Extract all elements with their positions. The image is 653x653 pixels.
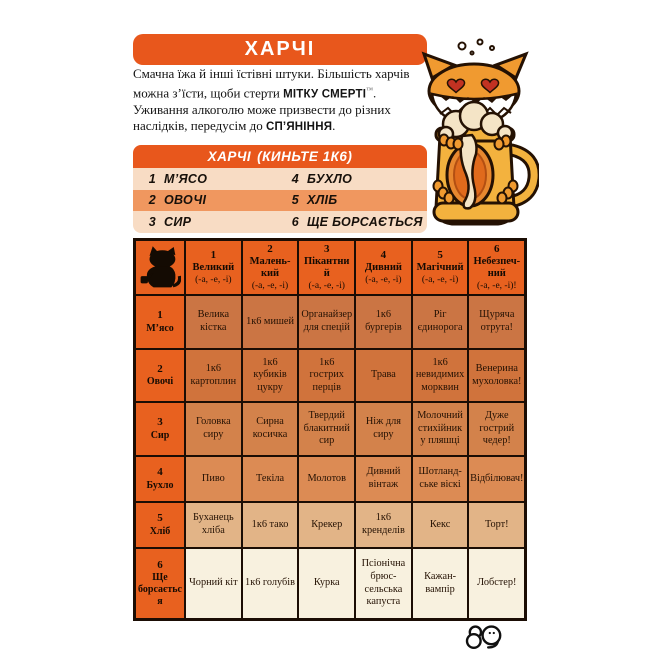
matrix-cell: Торт! — [468, 502, 525, 548]
matrix-row-name: Овочі — [146, 376, 174, 388]
matrix-cell: Чорний кіт — [185, 548, 242, 619]
matrix-column-name: Пікантний — [303, 256, 350, 280]
matrix-column-suffix: (-а, -е, -і) — [421, 274, 459, 285]
matrix-cell: Відбілювач! — [468, 456, 525, 502]
matrix-column-suffix: (-а, -е, -і) — [195, 274, 232, 285]
matrix-cell: Крекер — [298, 502, 355, 548]
matrix-row-header — [135, 456, 185, 502]
matrix-column-header — [298, 240, 355, 295]
roll-entry-number: 6 — [291, 214, 299, 229]
matrix-column-header — [185, 240, 242, 295]
matrix-column-suffix: (-а, -е, -і)! — [477, 280, 517, 291]
matrix-column-header — [468, 240, 525, 295]
matrix-column-num: 3 — [323, 243, 330, 256]
bubble-icon — [471, 52, 474, 55]
matrix-cell: Твердий блакитний сир — [298, 402, 355, 456]
roll-entry-number: 3 — [148, 214, 156, 229]
roll-entry — [284, 172, 427, 186]
roll-entry — [133, 215, 284, 229]
matrix-cell: Щуряча отрута! — [468, 295, 525, 349]
matrix-cell: Молочний стихійник у пляшці — [412, 402, 469, 456]
matrix-column-name: Магічний — [416, 262, 464, 274]
matrix-row-name: Хліб — [149, 525, 171, 537]
matrix-row-header — [135, 548, 185, 619]
page-title: ХАРЧІ — [133, 34, 427, 65]
matrix-cell: Шотланд-ське віскі — [412, 456, 469, 502]
matrix-cell: Велика кістка — [185, 295, 242, 349]
roll-entry-number: 5 — [291, 193, 299, 208]
intro-paragraph — [133, 66, 429, 135]
bubble-icon — [490, 46, 494, 50]
roll-entry-label: ХЛІБ — [307, 193, 338, 208]
matrix-column-name: Великий — [192, 262, 235, 274]
matrix-cell: Пиво — [185, 456, 242, 502]
matrix-cell: Текіла — [242, 456, 299, 502]
matrix-column-suffix: (-а, -е, -і) — [365, 274, 402, 285]
roll-table-header — [133, 145, 427, 168]
matrix-row-name: Сир — [150, 429, 170, 441]
roll-entry-number: 1 — [148, 171, 156, 186]
matrix-column-num: 2 — [267, 243, 273, 256]
matrix-cell: 1к6 невидимих морквин — [412, 349, 469, 402]
matrix-cell: 1к6 кренделів — [355, 502, 412, 548]
matrix-row-num: 2 — [157, 362, 163, 375]
matrix-cell: Ніж для сиру — [355, 402, 412, 456]
matrix-row-num: 3 — [157, 416, 163, 429]
cat-hugging-beer-mug-icon — [412, 38, 539, 234]
matrix-column-header — [355, 240, 412, 295]
trademark-symbol: ™ — [366, 86, 373, 94]
matrix-cell: 1к6 бургерів — [355, 295, 412, 349]
matrix-column-num: 4 — [380, 249, 387, 262]
roll-entry — [284, 215, 427, 229]
matrix-row-header — [135, 349, 185, 402]
matrix-cell: Курка — [298, 548, 355, 619]
matrix-row-name: М’ясо — [146, 322, 174, 334]
matrix-cell: Трава — [355, 349, 412, 402]
matrix-cell: 1к6 кубиків цукру — [242, 349, 299, 402]
roll-entry-label: М’ЯСО — [164, 171, 208, 186]
matrix-row-name: Ще борсається — [138, 572, 182, 608]
food-roll-table — [133, 145, 427, 233]
mark-of-death-term: МІТКУ СМЕРТІ — [283, 88, 367, 101]
matrix-cell: 1к6 голубів — [242, 548, 299, 619]
matrix-row-header — [135, 295, 185, 349]
matrix-row-header — [135, 402, 185, 456]
intro-text-2: . Уживання алкоголю може призвести до різних наслідків, передусім до — [133, 85, 391, 134]
matrix-cell: Псіонічна брюс-сельська капуста — [355, 548, 412, 619]
matrix-row-num: 5 — [157, 512, 163, 525]
matrix-cell: Буханець хліба — [185, 502, 242, 548]
roll-table-title: ХАРЧІ — [207, 149, 252, 164]
matrix-row-num: 4 — [157, 466, 163, 479]
matrix-cell: Головка сиру — [185, 402, 242, 456]
matrix-cell: Дивний вінтаж — [355, 456, 412, 502]
matrix-row-header — [135, 502, 185, 548]
bubble-icon — [478, 40, 483, 45]
roll-entry-number: 2 — [148, 193, 156, 208]
matrix-cell: Венерина мухоловка! — [468, 349, 525, 402]
matrix-cell: Органайзер для спецій — [298, 295, 355, 349]
matrix-cell: Кекс — [412, 502, 469, 548]
roll-entry-label: ОВОЧІ — [164, 193, 207, 208]
matrix-cell: 1к6 мишей — [242, 295, 299, 349]
roll-entry-number: 4 — [291, 171, 299, 186]
matrix-cell: 1к6 тако — [242, 502, 299, 548]
matrix-cell: Дуже гострий чедер! — [468, 402, 525, 456]
food-matrix-table — [133, 238, 527, 621]
matrix-column-num: 5 — [437, 249, 443, 262]
matrix-cell: Сирна косичка — [242, 402, 299, 456]
matrix-cell: Ріг єдинорога — [412, 295, 469, 349]
matrix-column-header — [412, 240, 469, 295]
matrix-corner-cell — [135, 240, 185, 295]
matrix-column-num: 6 — [494, 243, 500, 256]
matrix-cell: Кажан-вампір — [412, 548, 469, 619]
roll-entry — [133, 172, 284, 186]
matrix-cell: Молотов — [298, 456, 355, 502]
publisher-logo-icon — [461, 622, 509, 652]
matrix-column-name: Дивний — [364, 262, 402, 274]
roll-table-row — [133, 190, 427, 212]
roll-entry-label: ЩЕ БОРСАЄТЬСЯ — [307, 214, 423, 229]
roll-table-row — [133, 211, 427, 233]
matrix-column-suffix: (-а, -е, -і) — [308, 280, 345, 291]
matrix-column-name: Малень-кий — [249, 256, 291, 280]
black-cat-silhouette-icon — [139, 245, 181, 291]
roll-table-rows — [133, 168, 427, 233]
bubble-icon — [459, 43, 466, 50]
matrix-cell: Лобстер! — [468, 548, 525, 619]
roll-entry-label: БУХЛО — [307, 171, 353, 186]
roll-entry — [284, 193, 427, 207]
matrix-column-suffix: (-а, -е, -і) — [251, 280, 289, 291]
matrix-row-num: 1 — [157, 309, 163, 322]
matrix-row-num: 6 — [157, 558, 163, 571]
drunkenness-term: СП’ЯНІННЯ — [265, 121, 333, 134]
roll-table-subtitle: (КИНЬТЕ 1К6) — [257, 149, 353, 164]
matrix-cell: 1к6 картоплин — [185, 349, 242, 402]
roll-entry — [133, 193, 284, 207]
roll-entry-label: СИР — [164, 214, 192, 229]
matrix-column-num: 1 — [210, 249, 217, 262]
intro-text-3: . — [332, 118, 336, 134]
matrix-cell: 1к6 гострих перців — [298, 349, 355, 402]
matrix-row-name: Бухло — [146, 479, 174, 491]
matrix-column-name: Небезпеч-ний — [473, 256, 521, 280]
matrix-column-header — [242, 240, 299, 295]
roll-table-row — [133, 168, 427, 190]
intro-text-1: Смачна їжа й інші їстівні штуки. Більшість харчів можна з’їсти, щоби стерти — [133, 66, 410, 101]
